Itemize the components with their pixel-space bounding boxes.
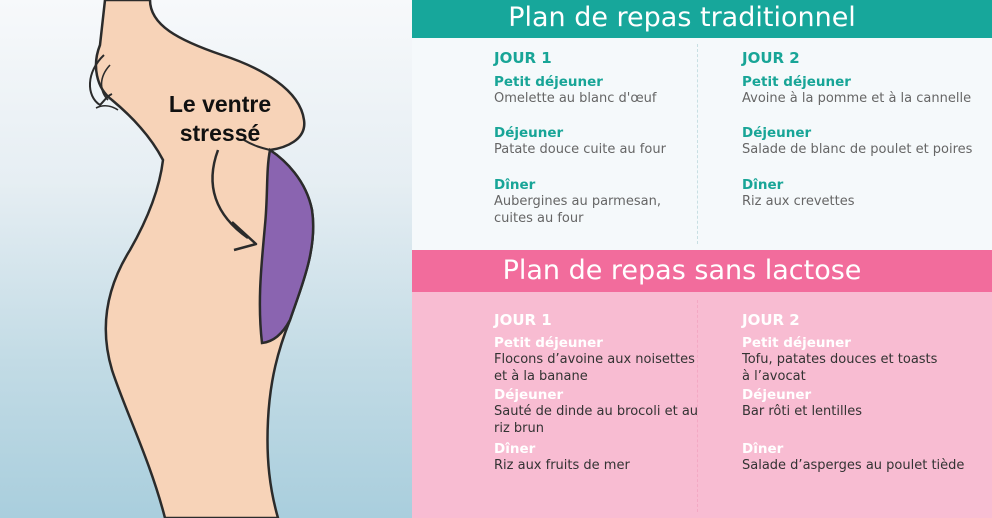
lactose-free-plan xyxy=(412,250,992,518)
woman-silhouette xyxy=(0,0,412,518)
meal-dinner xyxy=(494,441,704,474)
meal-label: Déjeuner xyxy=(742,125,812,141)
meal-label: Petit déjeuner xyxy=(742,74,851,90)
meal-text: Bar rôti et lentilles xyxy=(742,404,862,419)
meal-breakfast xyxy=(742,335,987,385)
meal-label: Déjeuner xyxy=(494,387,564,403)
meal-label: Déjeuner xyxy=(742,387,812,403)
day-title: JOUR 2 xyxy=(742,49,800,67)
meal-text: Salade de blanc de poulet et poires xyxy=(742,142,973,157)
meal-text: Avoine à la pomme et à la cannelle xyxy=(742,91,972,106)
meal-label: Petit déjeuner xyxy=(742,335,851,351)
day-title: JOUR 1 xyxy=(494,49,552,67)
belly-label-line2: stressé xyxy=(179,120,261,146)
meal-breakfast xyxy=(742,74,987,107)
meal-dinner xyxy=(494,177,694,227)
meal-label: Dîner xyxy=(742,177,784,193)
traditional-plan xyxy=(412,0,992,250)
meal-text: riz brun xyxy=(494,421,544,436)
meal-text: à l’avocat xyxy=(742,369,806,384)
belly-fat-shape xyxy=(260,150,313,343)
meal-label: Petit déjeuner xyxy=(494,335,603,351)
day-title: JOUR 2 xyxy=(742,311,800,329)
meal-text: Sauté de dinde au brocoli et au xyxy=(494,404,699,419)
meal-text: cuites au four xyxy=(494,211,584,226)
hair-strand xyxy=(96,106,118,110)
traditional-plan-title: Plan de repas traditionnel xyxy=(412,0,992,38)
day-title: JOUR 1 xyxy=(494,311,552,329)
meal-text: Flocons d’avoine aux noisettes xyxy=(494,352,695,367)
lactose-free-plan-title: Plan de repas sans lactose xyxy=(412,250,992,292)
meal-text: Riz aux crevettes xyxy=(742,194,855,209)
traditional-day-1 xyxy=(494,49,694,237)
lactose-free-day-2 xyxy=(742,311,987,484)
meal-dinner xyxy=(742,177,987,210)
meal-breakfast xyxy=(494,335,704,385)
meal-label: Dîner xyxy=(494,177,536,193)
meal-label: Déjeuner xyxy=(494,125,564,141)
meal-label: Petit déjeuner xyxy=(494,74,603,90)
meal-breakfast xyxy=(494,74,694,107)
meal-label: Dîner xyxy=(742,441,784,457)
meal-text: Patate douce cuite au four xyxy=(494,142,666,157)
meal-text: Riz aux fruits de mer xyxy=(494,458,630,473)
column-divider xyxy=(697,44,698,244)
belly-label xyxy=(150,90,290,148)
meal-text: et à la banane xyxy=(494,369,588,384)
meal-text: Aubergines au parmesan, xyxy=(494,194,661,209)
meal-text: Omelette au blanc d'œuf xyxy=(494,91,657,106)
traditional-day-2 xyxy=(742,49,987,220)
meal-label: Dîner xyxy=(494,441,536,457)
meal-lunch xyxy=(742,125,987,158)
body-illustration xyxy=(0,0,412,518)
meal-dinner xyxy=(742,441,987,474)
meal-lunch xyxy=(494,387,704,437)
meal-lunch xyxy=(494,125,694,158)
meal-text: Salade d’asperges au poulet tiède xyxy=(742,458,965,473)
belly-label-line1: Le ventre xyxy=(168,91,272,117)
lactose-free-day-1 xyxy=(494,311,704,484)
meal-lunch xyxy=(742,387,987,420)
meal-text: Tofu, patates douces et toasts xyxy=(742,352,938,367)
